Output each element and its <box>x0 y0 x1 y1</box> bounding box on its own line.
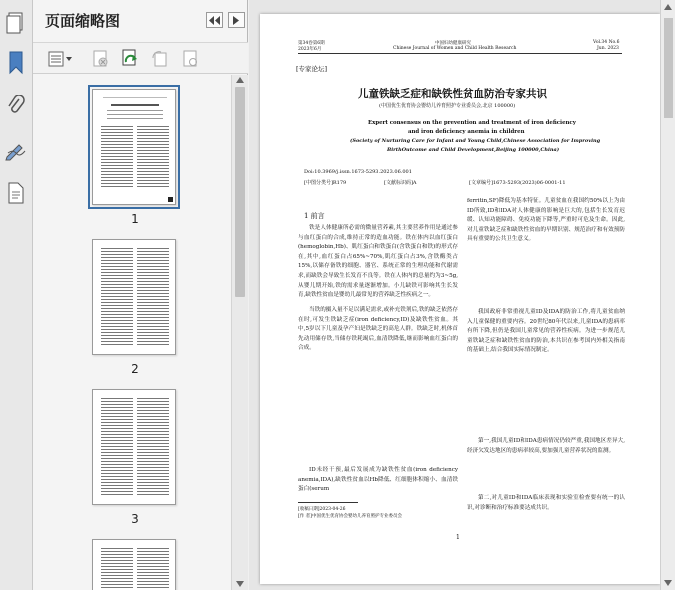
header-date-en: Jun. 2023 <box>597 46 619 51</box>
footnote-author: [作 者]中国优生优育协会婴幼儿养育照护专业委员会 <box>298 514 402 519</box>
page-settings-icon <box>181 50 199 68</box>
page-thumbnail-2[interactable] <box>92 239 176 355</box>
clc-number: [中图分类号]R179 <box>304 180 347 186</box>
header-date: 2023年6月 <box>298 47 322 52</box>
header-volume: 第34卷第6期 <box>298 41 325 46</box>
right-paragraph-2: 我国政府非常重视儿童ID及IDA的防治工作,将儿童贫血纳入儿童保健的重要内容。20世纪80年代以来,儿童IDA的患病率有所下降,但仍是我国儿童常见的营养性疾病。为进一步规范儿童铁缺乏症和缺铁性贫血的防治,本共识在参考国内外相关指南的基础上,结合我国实际情况制定。 <box>467 309 625 354</box>
footnote-rule <box>298 502 358 503</box>
scroll-down-arrow-icon[interactable] <box>664 580 672 586</box>
right-arrow-icon <box>233 16 240 25</box>
header-vol-en: Vol.34 No.6 <box>593 40 620 45</box>
thumbnail-page-number: 1 <box>131 212 139 226</box>
doi: Doi:10.3969/j.issn.1673-5293.2023.06.001 <box>304 169 412 175</box>
left-paragraph-3: ID未经干预,最后发展成为缺铁性贫血(iron deficiency anemia,IDA),缺铁性贫血以Hb降低、红细胞体积缩小、血清铁蛋白(serum <box>298 467 458 493</box>
scroll-up-arrow-icon[interactable] <box>236 77 244 83</box>
page-thumbnail-1[interactable] <box>92 89 176 205</box>
delete-page-icon <box>91 50 109 68</box>
section-heading: 1 前言 <box>304 212 325 220</box>
document-scrollbar[interactable] <box>660 0 675 590</box>
right-paragraph-4: 第二,对儿童ID和IDA临床表现和实验室检查要有统一的认识,对诊断和治疗标准要达成共识。 <box>467 495 625 511</box>
options-list-icon <box>48 51 74 67</box>
thumbnail-page-number: 3 <box>131 512 139 526</box>
footnote-received: [收稿日期]2023-04-26 <box>298 507 346 512</box>
signature-icon[interactable] <box>4 138 28 164</box>
header-journal-en: Chinese Journal of Women and Child Health Research <box>393 46 517 51</box>
pdf-page <box>260 14 660 584</box>
collapse-panel-button[interactable] <box>206 12 223 28</box>
rotate-page-icon <box>151 50 169 68</box>
thumbnail-list[interactable] <box>33 75 231 590</box>
authors-en-2: BirthOutcome and Child Development,Beijing 100000,China) <box>387 147 560 153</box>
document-properties-icon[interactable] <box>4 180 28 206</box>
extract-page-icon <box>120 49 140 69</box>
left-paragraph-1: 铁是人体健康所必需的微量营养素,其主要营养作用是通过参与血红蛋白的合成,维持正常的造血功能。铁在体内以血红蛋白(hemoglobin,Hb)、肌红蛋白和铁蛋白(含铁蛋白和铁)的形式存在,其中,血红蛋白占65%~70%,肌红蛋白占3%,含铁酶类占15%,以储存备铁的细胞、器官、系统正常的生理功能和代谢需求,而缺铁会导致生长发育不良等。铁在人体内的总量约为3~5g,从婴儿期开始,铁的需求量逐渐增加。小儿缺铁可影响其生长发育,缺铁性贫血是婴幼儿最常见的营养缺乏性疾病之一。 <box>298 225 458 299</box>
panel-header <box>33 0 248 40</box>
attachment-icon[interactable] <box>4 93 28 119</box>
rotate-page-button[interactable] <box>149 49 171 69</box>
options-dropdown-button[interactable] <box>47 49 75 69</box>
authors-en-1: (Society of Nurturing Care for Infant and Young Child,Chinese Association for Improving <box>350 138 601 144</box>
header-journal-cn: 中国妇幼健康研究 <box>435 41 471 46</box>
panel-title: 页面缩略图 <box>45 12 121 30</box>
article-title-cn: 儿童铁缺乏症和缺铁性贫血防治专家共识 <box>358 88 547 100</box>
document-code: [文献标识码]A <box>384 180 417 186</box>
page-thumbnails-icon[interactable] <box>4 10 28 36</box>
navigation-pane-strip <box>0 0 33 590</box>
document-view[interactable] <box>249 0 675 590</box>
page-number: 1 <box>456 534 460 541</box>
extract-pages-button[interactable] <box>119 49 141 69</box>
header-rule <box>298 53 622 54</box>
thumbnail-panel <box>33 0 248 590</box>
section-tag: [专家论坛] <box>296 65 328 73</box>
right-paragraph-3: 第一,我国儿童ID和IDA患病情况仍较严重,我国地区差异大,经济欠发达地区的患病率较高,要加强儿童营养状况的监测。 <box>467 438 625 454</box>
scroll-down-arrow-icon[interactable] <box>236 581 244 587</box>
article-id: [文章编号]1673-5293(2023)06-0001-11 <box>469 180 566 186</box>
thumbnail-page-number: 2 <box>131 362 139 376</box>
double-left-arrow-icon <box>209 16 220 25</box>
bookmark-icon[interactable] <box>4 50 28 76</box>
page-thumbnail-4[interactable] <box>92 539 176 590</box>
delete-pages-button[interactable] <box>89 49 111 69</box>
left-paragraph-2: 当铁的摄入量不足以满足需求,或补充铁剂后,铁的缺乏依然存在时,可发生铁缺乏症(iron deficiency,ID)及缺铁性贫血。其中,5岁以下儿童及孕产妇是铁缺乏的高危人群。铁缺乏时,机体首先动用储存铁,当储存铁耗竭后,血清铁降低,继而影响血红蛋白的合成。 <box>298 307 458 352</box>
right-paragraph-1: ferritin,SF)降低为基本特征。儿童贫血在我国约50%以上为由ID所致,ID和IDA对人体健康的影响是巨大的,包括生长发育迟缓、认知功能障碍、免疫功能下降等,严重时可危及生命。因此,对儿童铁缺乏症和缺铁性贫血的早期识别、规范治疗和有效预防具有重要的公共卫生意义。 <box>467 198 625 243</box>
scroll-up-arrow-icon[interactable] <box>664 4 672 10</box>
article-title-en-1: Expert consensus on the prevention and treatment of iron deficiency <box>368 120 576 126</box>
thumbnail-scrollbar[interactable] <box>231 75 248 590</box>
page-properties-button[interactable] <box>179 49 201 69</box>
expand-panel-button[interactable] <box>228 12 245 28</box>
thumbnail-toolbar <box>33 42 248 74</box>
page-thumbnail-3[interactable] <box>92 389 176 505</box>
authors-cn: (中国优生优育协会婴幼儿养育照护专业委员会,北京 100000) <box>379 103 516 109</box>
article-title-en-2: and iron deficiency anemia in children <box>408 129 525 135</box>
document-scrollbar-thumb[interactable] <box>664 18 673 118</box>
thumbnail-scrollbar-thumb[interactable] <box>235 87 245 297</box>
